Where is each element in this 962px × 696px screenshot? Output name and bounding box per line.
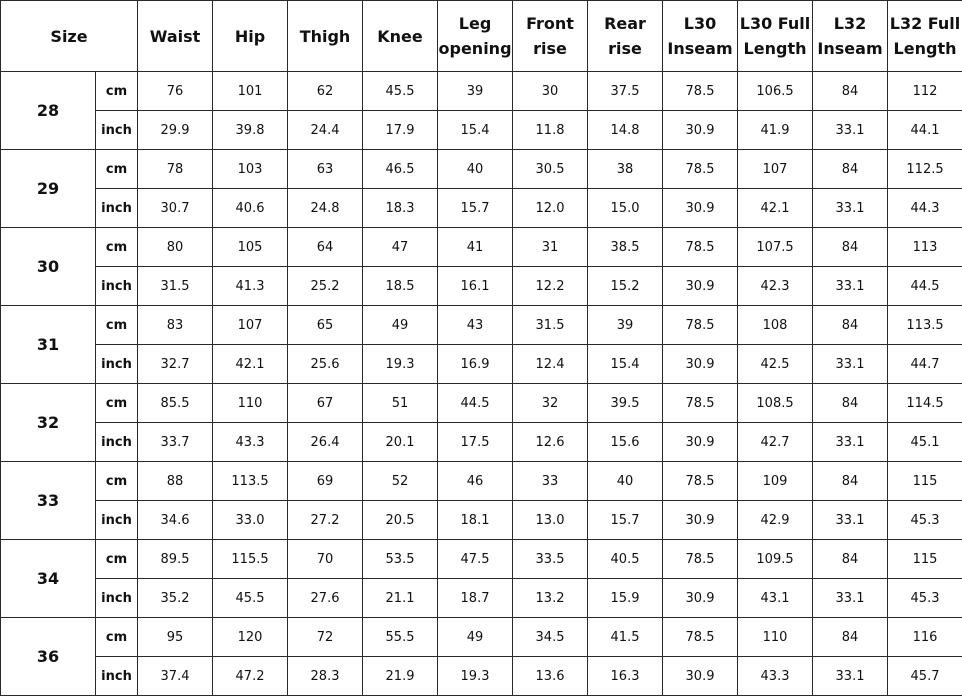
measurement-cell-l30-full-length: 109 <box>738 462 813 501</box>
measurement-cell-l30-full-length: 43.3 <box>738 657 813 696</box>
measurement-cell-waist: 31.5 <box>138 267 213 306</box>
measurement-cell-l30-inseam: 30.9 <box>663 657 738 696</box>
size-label: 28 <box>1 72 96 150</box>
measurement-cell-waist: 89.5 <box>138 540 213 579</box>
measurement-cell-l32-inseam: 84 <box>813 228 888 267</box>
table-row <box>1 111 962 150</box>
measurement-cell-knee: 19.3 <box>363 345 438 384</box>
measurement-cell-waist: 85.5 <box>138 384 213 423</box>
measurement-cell-front-rise: 33 <box>513 462 588 501</box>
column-header-thigh: Thigh <box>288 1 363 72</box>
measurement-cell-front-rise: 33.5 <box>513 540 588 579</box>
measurement-cell-thigh: 24.4 <box>288 111 363 150</box>
measurement-cell-hip: 107 <box>213 306 288 345</box>
size-column-header: Size <box>1 1 138 72</box>
column-header-l30-full-length: L30 Full Length <box>738 1 813 72</box>
measurement-cell-leg-opening: 40 <box>438 150 513 189</box>
measurement-cell-knee: 20.1 <box>363 423 438 462</box>
measurement-cell-thigh: 25.2 <box>288 267 363 306</box>
column-header-l30-inseam: L30 Inseam <box>663 1 738 72</box>
table-row <box>1 306 962 345</box>
measurement-cell-rear-rise: 15.9 <box>588 579 663 618</box>
unit-label-inch: inch <box>96 111 138 150</box>
measurement-cell-rear-rise: 38.5 <box>588 228 663 267</box>
unit-label-cm: cm <box>96 306 138 345</box>
measurement-cell-front-rise: 12.0 <box>513 189 588 228</box>
measurement-cell-l30-inseam: 30.9 <box>663 579 738 618</box>
measurement-cell-knee: 18.5 <box>363 267 438 306</box>
measurement-cell-waist: 83 <box>138 306 213 345</box>
measurement-cell-waist: 76 <box>138 72 213 111</box>
measurement-cell-l32-inseam: 84 <box>813 150 888 189</box>
measurement-cell-l30-inseam: 30.9 <box>663 423 738 462</box>
column-header-knee: Knee <box>363 1 438 72</box>
size-label: 32 <box>1 384 96 462</box>
measurement-cell-l32-inseam: 84 <box>813 618 888 657</box>
unit-label-cm: cm <box>96 72 138 111</box>
measurement-cell-l30-inseam: 30.9 <box>663 267 738 306</box>
measurement-cell-l32-inseam: 33.1 <box>813 267 888 306</box>
measurement-cell-leg-opening: 46 <box>438 462 513 501</box>
measurement-cell-thigh: 64 <box>288 228 363 267</box>
measurement-cell-l30-full-length: 42.5 <box>738 345 813 384</box>
measurement-cell-l30-inseam: 78.5 <box>663 462 738 501</box>
measurement-cell-hip: 40.6 <box>213 189 288 228</box>
measurement-cell-rear-rise: 37.5 <box>588 72 663 111</box>
measurement-cell-l32-inseam: 33.1 <box>813 579 888 618</box>
measurement-cell-knee: 55.5 <box>363 618 438 657</box>
measurement-cell-thigh: 25.6 <box>288 345 363 384</box>
measurement-cell-thigh: 62 <box>288 72 363 111</box>
unit-label-inch: inch <box>96 189 138 228</box>
measurement-cell-rear-rise: 38 <box>588 150 663 189</box>
measurement-cell-leg-opening: 41 <box>438 228 513 267</box>
table-header <box>1 1 962 72</box>
measurement-cell-thigh: 70 <box>288 540 363 579</box>
measurement-cell-hip: 101 <box>213 72 288 111</box>
measurement-cell-knee: 49 <box>363 306 438 345</box>
unit-label-cm: cm <box>96 462 138 501</box>
measurement-cell-l30-full-length: 41.9 <box>738 111 813 150</box>
measurement-cell-rear-rise: 15.6 <box>588 423 663 462</box>
measurement-cell-waist: 29.9 <box>138 111 213 150</box>
table-row <box>1 618 962 657</box>
measurement-cell-l30-inseam: 30.9 <box>663 111 738 150</box>
size-label: 36 <box>1 618 96 696</box>
measurement-cell-rear-rise: 41.5 <box>588 618 663 657</box>
measurement-cell-hip: 47.2 <box>213 657 288 696</box>
measurement-cell-l30-inseam: 30.9 <box>663 189 738 228</box>
measurement-cell-l30-full-length: 42.9 <box>738 501 813 540</box>
measurement-cell-thigh: 72 <box>288 618 363 657</box>
measurement-cell-thigh: 67 <box>288 384 363 423</box>
measurement-cell-hip: 41.3 <box>213 267 288 306</box>
measurement-cell-leg-opening: 15.7 <box>438 189 513 228</box>
measurement-cell-l32-full-length: 112.5 <box>888 150 962 189</box>
measurement-cell-l30-inseam: 30.9 <box>663 345 738 384</box>
measurement-cell-leg-opening: 44.5 <box>438 384 513 423</box>
table-row <box>1 345 962 384</box>
measurement-cell-waist: 32.7 <box>138 345 213 384</box>
measurement-cell-waist: 35.2 <box>138 579 213 618</box>
measurement-cell-rear-rise: 39 <box>588 306 663 345</box>
measurement-cell-l30-inseam: 78.5 <box>663 618 738 657</box>
measurement-cell-l32-inseam: 84 <box>813 72 888 111</box>
size-label: 29 <box>1 150 96 228</box>
measurement-cell-leg-opening: 16.1 <box>438 267 513 306</box>
measurement-cell-knee: 47 <box>363 228 438 267</box>
measurement-cell-hip: 33.0 <box>213 501 288 540</box>
table-row <box>1 150 962 189</box>
measurement-cell-l30-full-length: 107 <box>738 150 813 189</box>
measurement-cell-l32-full-length: 116 <box>888 618 962 657</box>
measurement-cell-l30-inseam: 78.5 <box>663 384 738 423</box>
measurement-cell-l32-full-length: 44.3 <box>888 189 962 228</box>
measurement-cell-waist: 78 <box>138 150 213 189</box>
measurement-cell-front-rise: 31.5 <box>513 306 588 345</box>
table-body <box>1 72 962 696</box>
measurement-cell-l30-inseam: 78.5 <box>663 72 738 111</box>
measurement-cell-l32-full-length: 45.7 <box>888 657 962 696</box>
measurement-cell-front-rise: 12.6 <box>513 423 588 462</box>
measurement-cell-knee: 52 <box>363 462 438 501</box>
measurement-cell-rear-rise: 15.7 <box>588 501 663 540</box>
measurement-cell-hip: 42.1 <box>213 345 288 384</box>
measurement-cell-rear-rise: 40 <box>588 462 663 501</box>
measurement-cell-thigh: 69 <box>288 462 363 501</box>
unit-label-inch: inch <box>96 579 138 618</box>
measurement-cell-l32-full-length: 44.5 <box>888 267 962 306</box>
measurement-cell-l30-full-length: 108 <box>738 306 813 345</box>
table-row <box>1 540 962 579</box>
measurement-cell-front-rise: 13.2 <box>513 579 588 618</box>
table-row <box>1 72 962 111</box>
measurement-cell-l32-inseam: 84 <box>813 306 888 345</box>
measurement-cell-leg-opening: 18.1 <box>438 501 513 540</box>
measurement-cell-knee: 46.5 <box>363 150 438 189</box>
measurement-cell-waist: 30.7 <box>138 189 213 228</box>
measurement-cell-hip: 39.8 <box>213 111 288 150</box>
measurement-cell-knee: 21.1 <box>363 579 438 618</box>
measurement-cell-front-rise: 13.6 <box>513 657 588 696</box>
column-header-l32-full-length: L32 Full Length <box>888 1 962 72</box>
table-row <box>1 579 962 618</box>
measurement-cell-waist: 37.4 <box>138 657 213 696</box>
measurement-cell-front-rise: 13.0 <box>513 501 588 540</box>
unit-label-cm: cm <box>96 228 138 267</box>
measurement-cell-leg-opening: 43 <box>438 306 513 345</box>
measurement-cell-thigh: 27.6 <box>288 579 363 618</box>
measurement-cell-l30-full-length: 109.5 <box>738 540 813 579</box>
measurement-cell-l32-full-length: 45.3 <box>888 501 962 540</box>
measurement-cell-knee: 17.9 <box>363 111 438 150</box>
measurement-cell-leg-opening: 18.7 <box>438 579 513 618</box>
measurement-cell-l30-inseam: 78.5 <box>663 228 738 267</box>
unit-label-inch: inch <box>96 423 138 462</box>
measurement-cell-rear-rise: 40.5 <box>588 540 663 579</box>
measurement-cell-hip: 115.5 <box>213 540 288 579</box>
measurement-cell-front-rise: 30.5 <box>513 150 588 189</box>
measurement-cell-l32-inseam: 33.1 <box>813 189 888 228</box>
measurement-cell-knee: 45.5 <box>363 72 438 111</box>
measurement-cell-rear-rise: 15.0 <box>588 189 663 228</box>
measurement-cell-l30-full-length: 42.1 <box>738 189 813 228</box>
measurement-cell-front-rise: 32 <box>513 384 588 423</box>
measurement-cell-rear-rise: 15.2 <box>588 267 663 306</box>
measurement-cell-l32-inseam: 33.1 <box>813 111 888 150</box>
unit-label-cm: cm <box>96 618 138 657</box>
unit-label-inch: inch <box>96 267 138 306</box>
table-row <box>1 501 962 540</box>
header-row <box>1 1 962 72</box>
measurement-cell-hip: 120 <box>213 618 288 657</box>
table-row <box>1 189 962 228</box>
unit-label-cm: cm <box>96 540 138 579</box>
measurement-cell-thigh: 26.4 <box>288 423 363 462</box>
measurement-cell-leg-opening: 49 <box>438 618 513 657</box>
measurement-cell-l32-inseam: 33.1 <box>813 345 888 384</box>
measurement-cell-waist: 95 <box>138 618 213 657</box>
measurement-cell-l32-full-length: 112 <box>888 72 962 111</box>
table-row <box>1 267 962 306</box>
measurement-cell-l30-inseam: 78.5 <box>663 306 738 345</box>
size-label: 33 <box>1 462 96 540</box>
measurement-cell-l32-full-length: 44.1 <box>888 111 962 150</box>
measurement-cell-l30-inseam: 78.5 <box>663 540 738 579</box>
measurement-cell-rear-rise: 14.8 <box>588 111 663 150</box>
column-header-rear-rise: Rear rise <box>588 1 663 72</box>
measurement-cell-leg-opening: 47.5 <box>438 540 513 579</box>
measurement-cell-leg-opening: 19.3 <box>438 657 513 696</box>
measurement-cell-knee: 51 <box>363 384 438 423</box>
measurement-cell-l32-inseam: 84 <box>813 462 888 501</box>
measurement-cell-leg-opening: 16.9 <box>438 345 513 384</box>
measurement-cell-l30-full-length: 43.1 <box>738 579 813 618</box>
measurement-cell-l32-full-length: 44.7 <box>888 345 962 384</box>
measurement-cell-rear-rise: 16.3 <box>588 657 663 696</box>
measurement-cell-front-rise: 12.4 <box>513 345 588 384</box>
measurement-cell-hip: 103 <box>213 150 288 189</box>
unit-label-inch: inch <box>96 657 138 696</box>
size-label: 30 <box>1 228 96 306</box>
measurement-cell-hip: 45.5 <box>213 579 288 618</box>
measurement-cell-l32-inseam: 33.1 <box>813 423 888 462</box>
measurement-cell-waist: 80 <box>138 228 213 267</box>
measurement-cell-waist: 88 <box>138 462 213 501</box>
measurement-cell-knee: 21.9 <box>363 657 438 696</box>
measurement-cell-rear-rise: 39.5 <box>588 384 663 423</box>
measurement-cell-l32-inseam: 84 <box>813 384 888 423</box>
column-header-leg-opening: Leg opening <box>438 1 513 72</box>
measurement-cell-knee: 20.5 <box>363 501 438 540</box>
table-row <box>1 228 962 267</box>
measurement-cell-l30-full-length: 107.5 <box>738 228 813 267</box>
measurement-cell-l30-inseam: 30.9 <box>663 501 738 540</box>
measurement-cell-front-rise: 31 <box>513 228 588 267</box>
measurement-cell-thigh: 65 <box>288 306 363 345</box>
measurement-cell-waist: 33.7 <box>138 423 213 462</box>
measurement-cell-waist: 34.6 <box>138 501 213 540</box>
measurement-cell-l32-full-length: 45.3 <box>888 579 962 618</box>
measurement-cell-leg-opening: 15.4 <box>438 111 513 150</box>
measurement-cell-thigh: 28.3 <box>288 657 363 696</box>
measurement-cell-l32-full-length: 114.5 <box>888 384 962 423</box>
measurement-cell-l30-full-length: 110 <box>738 618 813 657</box>
measurement-cell-l32-full-length: 113.5 <box>888 306 962 345</box>
measurement-cell-hip: 113.5 <box>213 462 288 501</box>
measurement-cell-l32-full-length: 113 <box>888 228 962 267</box>
unit-label-cm: cm <box>96 384 138 423</box>
measurement-cell-l30-full-length: 42.7 <box>738 423 813 462</box>
unit-label-inch: inch <box>96 501 138 540</box>
measurement-cell-front-rise: 30 <box>513 72 588 111</box>
measurement-cell-leg-opening: 17.5 <box>438 423 513 462</box>
unit-label-cm: cm <box>96 150 138 189</box>
size-label: 34 <box>1 540 96 618</box>
table-row <box>1 462 962 501</box>
column-header-l32-inseam: L32 Inseam <box>813 1 888 72</box>
measurement-cell-l32-full-length: 45.1 <box>888 423 962 462</box>
measurement-cell-knee: 18.3 <box>363 189 438 228</box>
measurement-cell-thigh: 63 <box>288 150 363 189</box>
measurement-cell-l30-full-length: 108.5 <box>738 384 813 423</box>
measurement-cell-hip: 43.3 <box>213 423 288 462</box>
measurement-cell-rear-rise: 15.4 <box>588 345 663 384</box>
size-label: 31 <box>1 306 96 384</box>
measurement-cell-front-rise: 12.2 <box>513 267 588 306</box>
measurement-cell-knee: 53.5 <box>363 540 438 579</box>
measurement-cell-l32-inseam: 84 <box>813 540 888 579</box>
measurement-cell-front-rise: 11.8 <box>513 111 588 150</box>
measurement-cell-l30-inseam: 78.5 <box>663 150 738 189</box>
unit-label-inch: inch <box>96 345 138 384</box>
measurement-cell-l30-full-length: 42.3 <box>738 267 813 306</box>
table-row <box>1 384 962 423</box>
column-header-front-rise: Front rise <box>513 1 588 72</box>
measurement-cell-thigh: 27.2 <box>288 501 363 540</box>
measurement-cell-thigh: 24.8 <box>288 189 363 228</box>
measurement-cell-l32-inseam: 33.1 <box>813 657 888 696</box>
column-header-hip: Hip <box>213 1 288 72</box>
measurement-cell-l32-full-length: 115 <box>888 462 962 501</box>
measurement-cell-front-rise: 34.5 <box>513 618 588 657</box>
measurement-cell-leg-opening: 39 <box>438 72 513 111</box>
table-row <box>1 657 962 696</box>
measurement-cell-l32-full-length: 115 <box>888 540 962 579</box>
measurement-cell-l30-full-length: 106.5 <box>738 72 813 111</box>
table-row <box>1 423 962 462</box>
column-header-waist: Waist <box>138 1 213 72</box>
measurement-cell-hip: 110 <box>213 384 288 423</box>
measurement-cell-hip: 105 <box>213 228 288 267</box>
measurement-cell-l32-inseam: 33.1 <box>813 501 888 540</box>
